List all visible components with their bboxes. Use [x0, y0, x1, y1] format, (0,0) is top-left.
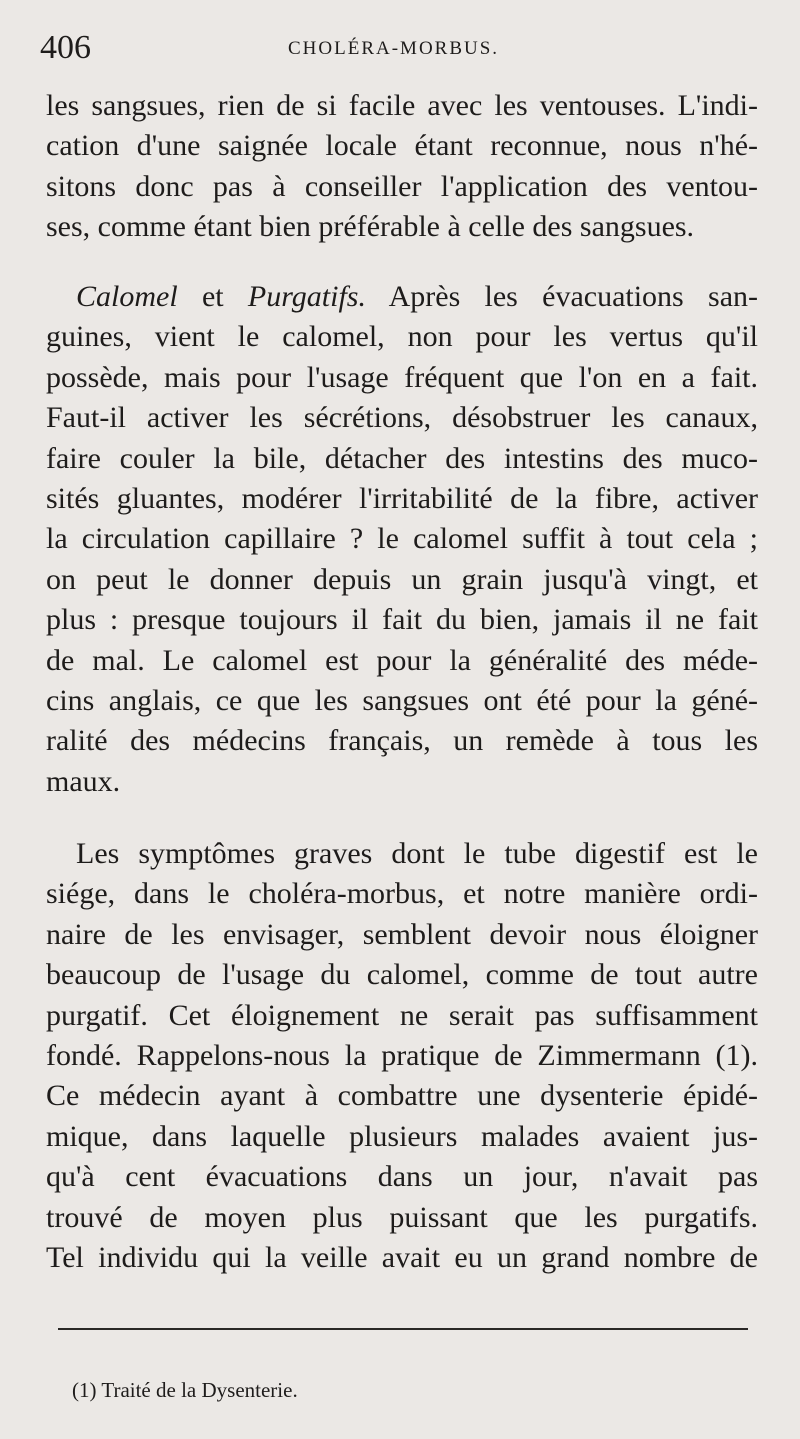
text-line: plus : presque toujours il fait du bien, jamais il ne fait — [46, 603, 758, 637]
text-line: purgatif. Cet éloignement ne serait pas suffisamment — [46, 998, 758, 1032]
page-number: 406 — [40, 29, 91, 66]
text-line: les sangsues, rien de si facile avec les ventouses. L'indi- — [46, 89, 758, 122]
heading-connector: et — [177, 280, 248, 313]
paragraph-calomel — [46, 277, 758, 802]
text-line: siége, dans le choléra-morbus, et notre manière ordi- — [46, 877, 758, 911]
running-title: CHOLÉRA-MORBUS. — [288, 38, 500, 59]
italic-heading-purgatifs: Purgatifs. — [247, 280, 366, 313]
text-line: cins anglais, ce que les sangsues ont été pour la géné- — [46, 684, 758, 718]
text-line: fondé. Rappelons-nous la pratique de Zimmermann (1). — [46, 1039, 758, 1073]
text-line: de mal. Le calomel est pour la généralité des méde- — [46, 643, 758, 677]
text-line: Ce médecin ayant à combattre une dysenterie épidé- — [46, 1079, 758, 1113]
text-line: maux. — [46, 764, 121, 798]
footnote: (1) Traité de la Dysenterie. — [72, 1378, 298, 1402]
text-line: beaucoup de l'usage du calomel, comme de tout autre — [46, 958, 758, 992]
text-line-first — [46, 277, 758, 317]
text-line: Faut-il activer les sécrétions, désobstruer les canaux, — [46, 401, 758, 435]
text-line: naire de les envisager, semblent devoir nous éloigner — [46, 917, 758, 951]
text-line: on peut le donner depuis un grain jusqu'à vingt, et — [46, 562, 758, 596]
text-line: guines, vient le calomel, non pour les vertus qu'il — [46, 320, 758, 354]
footnote-rule — [58, 1328, 748, 1330]
text-line: la circulation capillaire ? le calomel suffit à tout cela ; — [46, 522, 758, 556]
text-line: faire couler la bile, détacher des intestins des muco- — [46, 441, 758, 475]
text-line: cation d'une saignée locale étant reconnue, nous n'hé- — [46, 129, 758, 163]
text-line: possède, mais pour l'usage fréquent que l'on en a fait. — [46, 360, 758, 394]
text-line: ralité des médecins français, un remède à tous les — [46, 724, 758, 758]
text-line: sités gluantes, modérer l'irritabilité de la fibre, activer — [46, 482, 758, 516]
text-line: qu'à cent évacuations dans un jour, n'avait pas — [46, 1160, 758, 1194]
page-header — [40, 28, 760, 68]
text-line: Tel individu qui la veille avait eu un grand nombre de — [46, 1241, 758, 1275]
paragraph-symptomes — [46, 834, 758, 1278]
text-line: trouvé de moyen plus puissant que les purgatifs. — [46, 1200, 758, 1234]
text-line: mique, dans laquelle plusieurs malades avaient jus- — [46, 1119, 758, 1153]
first-line-rest: Après les évacuations san- — [365, 280, 758, 313]
text-line: Les symptômes graves dont le tube digestif est le — [76, 837, 758, 870]
text-line: sitons donc pas à conseiller l'application des ventou- — [46, 169, 758, 203]
italic-heading-calomel: Calomel — [76, 280, 178, 313]
text-line: ses, comme étant bien préférable à celle des sangsues. — [46, 210, 695, 244]
paragraph-ventouses — [46, 86, 758, 248]
